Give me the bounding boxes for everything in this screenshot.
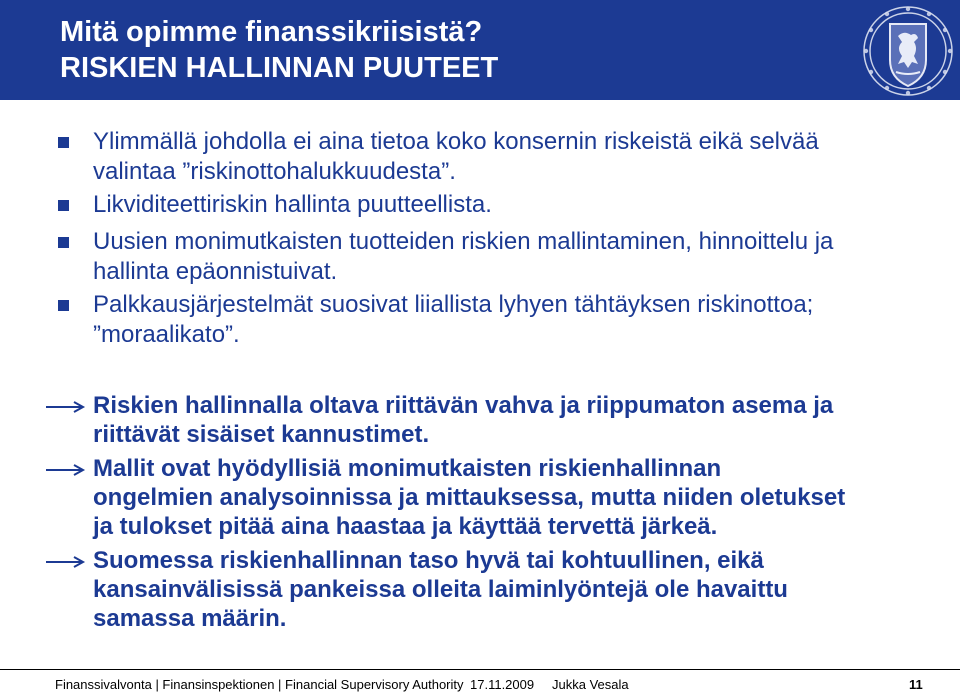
- bullet-text: [93, 127, 943, 187]
- conclusion-line: Riskien hallinnalla oltava riittävän vahva ja riippumaton asema ja: [93, 392, 834, 419]
- footer-author: Jukka Vesala: [552, 677, 629, 692]
- bullet-text: [93, 227, 943, 287]
- lion-coat-of-arms-icon: [856, 2, 960, 100]
- bullet-line: hallinta epäonnistuivat.: [93, 258, 338, 285]
- arrow-right-icon: [44, 462, 86, 478]
- conclusion-line: Mallit ovat hyödyllisiä monimutkaisten riskienhallinnan: [93, 455, 722, 482]
- arrow-right-icon: [44, 554, 86, 570]
- conclusion-line: kansainvälisissä pankeissa olleita laiminlyöntejä ole havaittu: [93, 576, 788, 603]
- square-bullet-icon: [58, 300, 69, 311]
- square-bullet-icon: [58, 200, 69, 211]
- conclusion-line: Suomessa riskienhallinnan taso hyvä tai kohtuullinen, eikä: [93, 547, 764, 574]
- conclusion-line: riittävät sisäiset kannustimet.: [93, 421, 430, 448]
- footer-divider: [0, 669, 960, 670]
- bullet-line: Likviditeettiriskin hallinta puutteellista.: [93, 191, 492, 218]
- page-number: 11: [909, 677, 923, 692]
- square-bullet-icon: [58, 237, 69, 248]
- square-bullet-icon: [58, 137, 69, 148]
- conclusion-text: [93, 391, 943, 449]
- bullet-line: Palkkausjärjestelmät suosivat liiallista lyhyen tähtäyksen riskinottoa;: [93, 291, 814, 318]
- bullet-line: Uusien monimutkaisten tuotteiden riskien mallintaminen, hinnoittelu ja: [93, 228, 834, 255]
- bullet-line: Ylimmällä johdolla ei aina tietoa koko konsernin riskeistä eikä selvää: [93, 128, 819, 155]
- title-line-2: RISKIEN HALLINNAN PUUTEET: [60, 52, 499, 84]
- slide-title: [60, 14, 498, 86]
- conclusion-text: [93, 546, 943, 633]
- arrow-right-icon: [44, 399, 86, 415]
- footer-organization: Finanssivalvonta | Finansinspektionen | Financial Supervisory Authority: [55, 677, 464, 692]
- conclusion-line: ja tulokset pitää aina haastaa ja käyttää tervettä järkeä.: [93, 513, 718, 540]
- bullet-text: [93, 290, 943, 350]
- conclusion-line: samassa määrin.: [93, 605, 287, 632]
- title-line-1: Mitä opimme finanssikriisistä?: [60, 16, 483, 48]
- conclusion-line: ongelmien analysoinnissa ja mittauksessa, mutta niiden oletukset: [93, 484, 846, 511]
- conclusion-text: [93, 454, 943, 541]
- bullet-text: [93, 190, 943, 220]
- bullet-line: valintaa ”riskinottohalukkuudesta”.: [93, 158, 456, 185]
- footer-date: 17.11.2009: [470, 677, 535, 692]
- slide-header: [0, 0, 960, 100]
- bullet-line: ”moraalikato”.: [93, 321, 240, 348]
